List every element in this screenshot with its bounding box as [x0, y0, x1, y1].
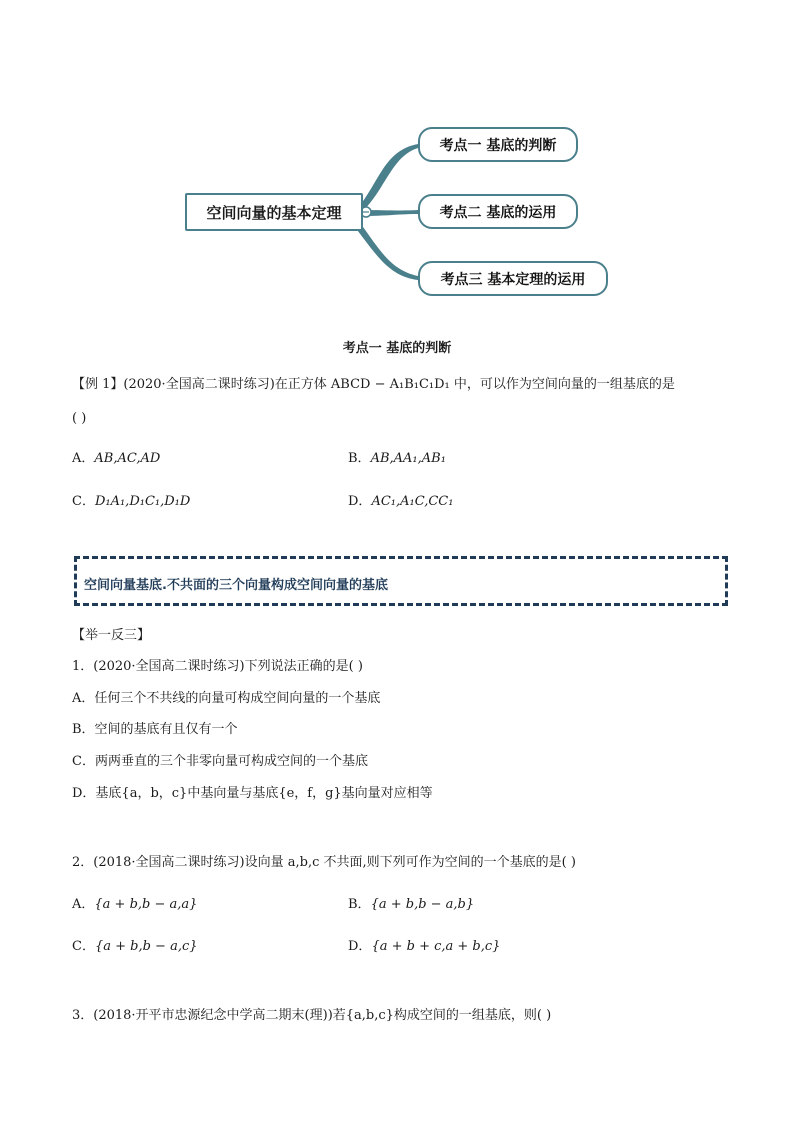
q2-option-c: C．{a + b,b − a,c}	[72, 939, 198, 954]
mindmap-branch-1: 考点一 基底的判断	[418, 127, 578, 162]
q3-stem: 3．(2018·开平市忠源纪念中学高二期末(理))若{a,b,c}构成空间的一组基底，则( )	[72, 1008, 552, 1023]
practice-header: 【举一反三】	[72, 628, 151, 643]
mindmap-connectors	[0, 0, 794, 330]
q1-option-b: B．空间的基底有且仅有一个	[72, 722, 238, 737]
q2-option-d: D．{a + b + c,a + b,c}	[348, 939, 501, 954]
q1-stem: 1．(2020·全国高二课时练习)下列说法正确的是( )	[72, 659, 363, 674]
example1-stem: 【例 1】(2020·全国高二课时练习)在正方体 ABCD − A₁B₁C₁D₁ 中，可以作为空间向量的一组基底的是	[72, 377, 675, 392]
q2-stem: 2．(2018·全国高二课时练习)设向量 a,b,c 不共面,则下列可作为空间的一个基底的是( )	[72, 855, 576, 870]
q1-option-d: D．基底{a，b，c}中基向量与基底{e，f，g}基向量对应相等	[72, 786, 433, 801]
q1-option-c: C．两两垂直的三个非零向量可构成空间的一个基底	[72, 754, 368, 769]
mindmap-branch-3: 考点三 基本定理的运用	[418, 261, 608, 296]
q2-option-b: B．{a + b,b − a,b}	[348, 897, 475, 912]
tip-text: 空间向量基底.不共面的三个向量构成空间向量的基底	[84, 578, 388, 593]
example1-option-d: D．AC₁,A₁C,CC₁	[348, 494, 454, 509]
example1-option-c: C．D₁A₁,D₁C₁,D₁D	[72, 494, 191, 509]
section-title: 考点一 基底的判断	[342, 341, 452, 356]
mindmap-branch-2: 考点二 基底的运用	[418, 194, 578, 229]
mindmap-root: 空间向量的基本定理	[185, 193, 363, 231]
example1-option-b: B．AB,AA₁,AB₁	[348, 451, 446, 466]
q2-option-a: A．{a + b,b − a,a}	[72, 897, 198, 912]
example1-option-a: A．AB,AC,AD	[72, 451, 161, 466]
q1-option-a: A．任何三个不共线的向量可构成空间向量的一个基底	[72, 691, 381, 706]
example1-paren: ( )	[72, 411, 87, 426]
